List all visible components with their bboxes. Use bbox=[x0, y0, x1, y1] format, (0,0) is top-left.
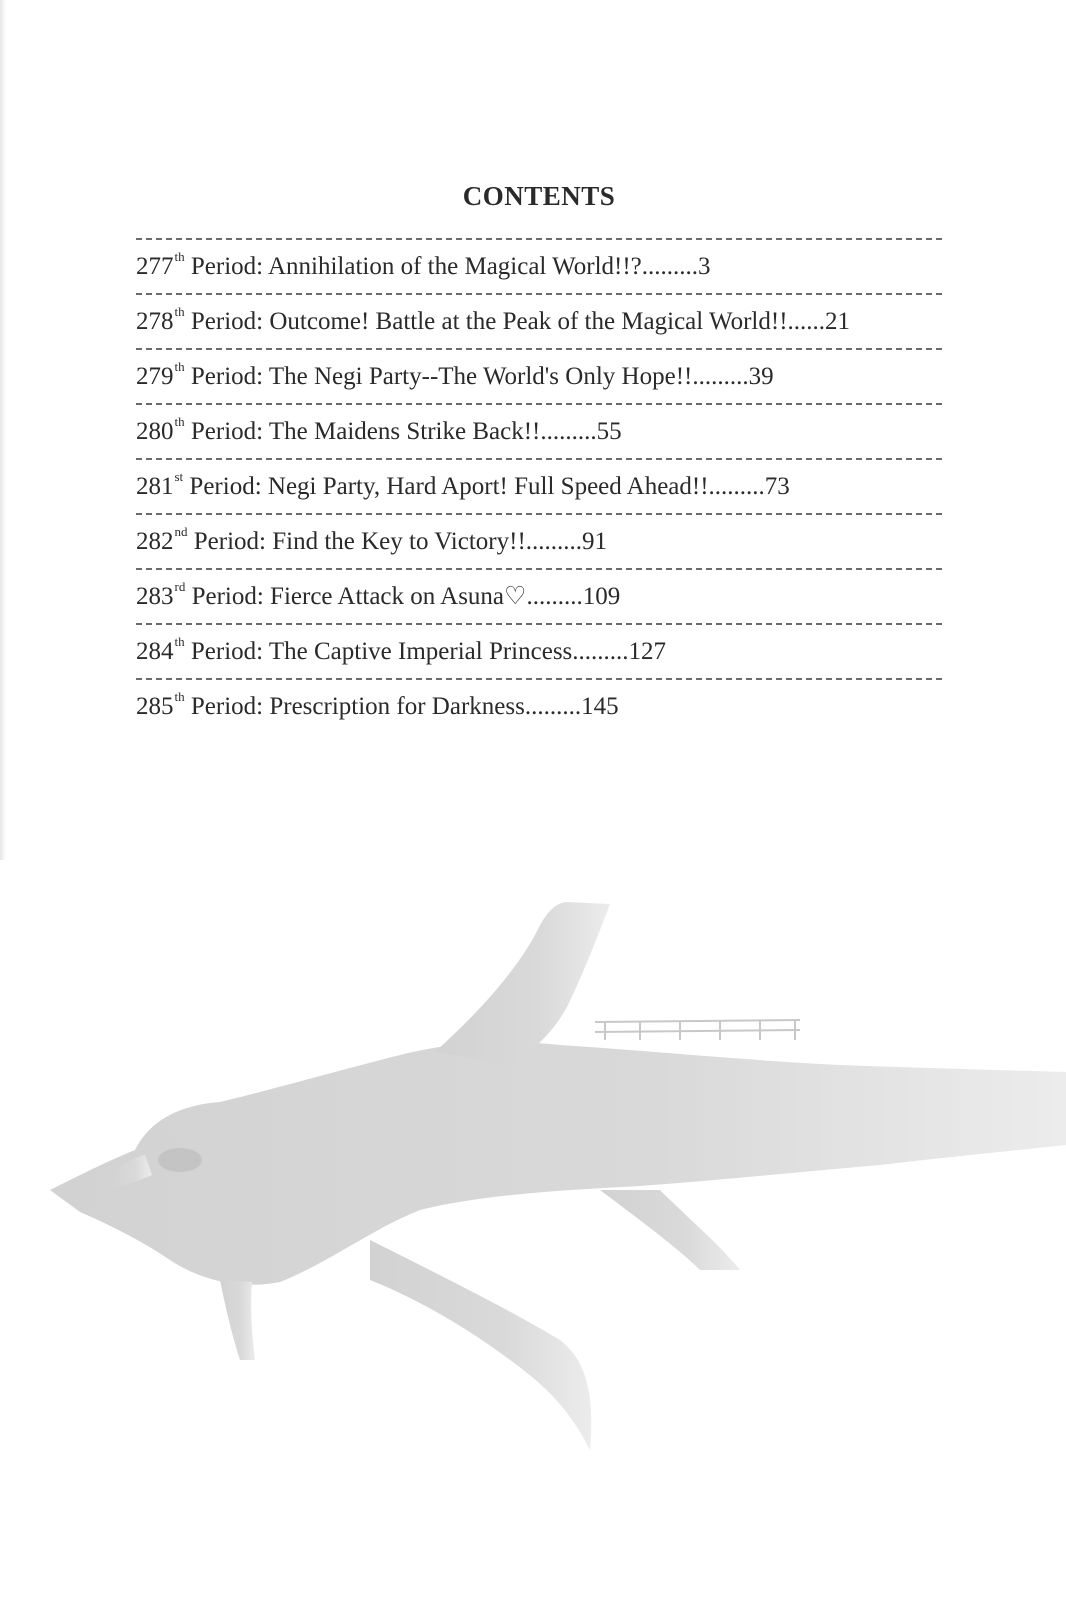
chapter-number: 277 bbox=[136, 253, 174, 280]
chapter-number: 278 bbox=[136, 308, 174, 335]
toc-entry-282[interactable] bbox=[136, 515, 942, 568]
toc-entry-283[interactable] bbox=[136, 570, 942, 623]
toc-entry-277[interactable] bbox=[136, 240, 942, 293]
chapter-title: Period: The Maidens Strike Back!!.........55 bbox=[184, 418, 622, 445]
toc-entry-279[interactable] bbox=[136, 350, 942, 403]
chapter-title: Period: Fierce Attack on Asuna♡.........109 bbox=[185, 583, 621, 610]
page-title: CONTENTS bbox=[462, 181, 616, 211]
airship-silhouette-icon bbox=[40, 890, 1066, 1460]
ordinal-suffix: th bbox=[174, 413, 185, 429]
chapter-title: Period: The Negi Party--The World's Only Hope!!.........39 bbox=[184, 363, 774, 390]
toc-entry-284[interactable] bbox=[136, 625, 942, 678]
chapter-number: 284 bbox=[136, 638, 174, 665]
ordinal-suffix: nd bbox=[174, 523, 188, 539]
chapter-number: 279 bbox=[136, 363, 174, 390]
ordinal-suffix: th bbox=[174, 688, 185, 704]
toc-entry-278[interactable] bbox=[136, 295, 942, 348]
chapter-number: 282 bbox=[136, 528, 174, 555]
chapter-title: Period: Find the Key to Victory!!.........91 bbox=[187, 528, 608, 555]
ordinal-suffix: st bbox=[174, 468, 184, 484]
toc-entry-285[interactable] bbox=[136, 680, 942, 733]
chapter-number: 283 bbox=[136, 583, 174, 610]
toc-entry-281[interactable] bbox=[136, 460, 942, 513]
chapter-number: 281 bbox=[136, 473, 174, 500]
table-of-contents bbox=[136, 178, 942, 733]
chapter-number: 285 bbox=[136, 693, 174, 720]
ordinal-suffix: th bbox=[174, 633, 185, 649]
ordinal-suffix: th bbox=[174, 358, 185, 374]
chapter-title: Period: Prescription for Darkness.........145 bbox=[184, 693, 619, 720]
toc-entry-280[interactable] bbox=[136, 405, 942, 458]
chapter-number: 280 bbox=[136, 418, 174, 445]
ordinal-suffix: th bbox=[174, 248, 185, 264]
chapter-title: Period: Outcome! Battle at the Peak of the Magical World!!......21 bbox=[184, 308, 851, 335]
page-edge-shadow bbox=[0, 0, 6, 860]
chapter-title: Period: The Captive Imperial Princess.........127 bbox=[184, 638, 667, 665]
chapter-title: Period: Annihilation of the Magical World!!?.........3 bbox=[184, 253, 711, 280]
ordinal-suffix: rd bbox=[174, 578, 186, 594]
ordinal-suffix: th bbox=[174, 303, 185, 319]
chapter-title: Period: Negi Party, Hard Aport! Full Speed Ahead!!.........73 bbox=[183, 473, 790, 500]
